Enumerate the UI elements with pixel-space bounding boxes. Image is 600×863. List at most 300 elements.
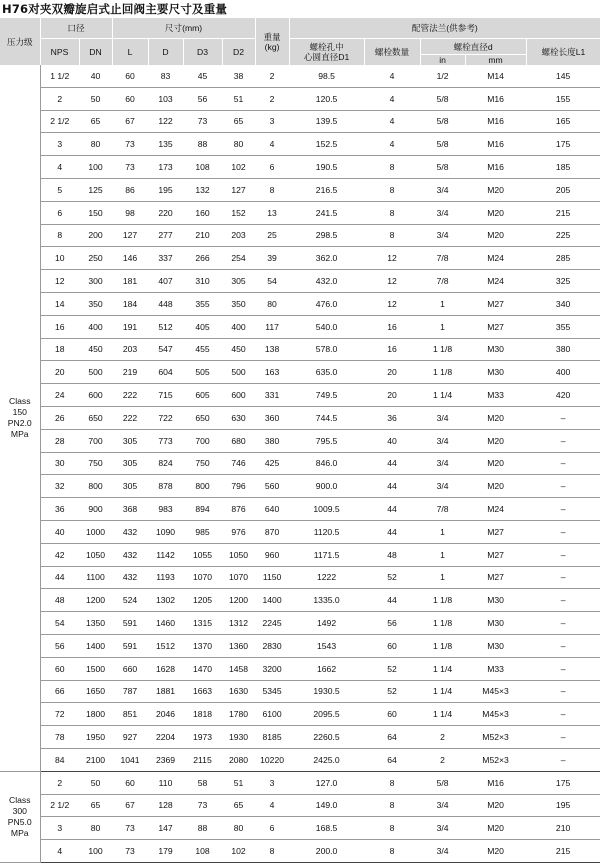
cell-bolt-in: 3/4 [420,475,465,498]
pressure-class-line: PN2.0 [7,417,32,428]
cell-d2: 876 [222,498,255,521]
cell-weight: 5345 [255,680,289,703]
cell-bolt-in: 3/4 [420,817,465,840]
cell-d: 1142 [148,543,183,566]
cell-nps: 32 [40,475,79,498]
cell-weight: 8185 [255,726,289,749]
cell-d2: 746 [222,452,255,475]
cell-bolt-len: – [526,520,600,543]
cell-bolt-len: 175 [526,771,600,794]
cell-bolt-len: 165 [526,110,600,133]
cell-d3: 650 [183,406,222,429]
cell-bolt-in: 7/8 [420,270,465,293]
cell-bolt-circle: 1930.5 [289,680,364,703]
table-row [0,292,600,315]
cell-d: 1302 [148,589,183,612]
cell-bolt-mm: M33 [465,657,526,680]
cell-bolt-qty: 40 [364,429,420,452]
cell-bolt-len: 355 [526,315,600,338]
cell-bolt-len: 420 [526,384,600,407]
cell-bolt-mm: M16 [465,110,526,133]
cell-l: 98 [112,201,148,224]
cell-d: 1628 [148,657,183,680]
cell-d3: 750 [183,452,222,475]
table-row [0,247,600,270]
bolt-circle-line-1: 螺栓孔中 [309,42,344,52]
cell-d3: 1470 [183,657,222,680]
cell-d: 604 [148,361,183,384]
cell-bolt-len: 205 [526,178,600,201]
cell-bolt-qty: 8 [364,794,420,817]
cell-d: 1460 [148,612,183,635]
cell-bolt-mm: M20 [465,224,526,247]
cell-bolt-circle: 2260.5 [289,726,364,749]
table-row [0,270,600,293]
cell-l: 219 [112,361,148,384]
cell-bolt-mm: M20 [465,201,526,224]
cell-d3: 1205 [183,589,222,612]
cell-bolt-in: 1 1/8 [420,589,465,612]
cell-bolt-len: 215 [526,201,600,224]
cell-d2: 80 [222,133,255,156]
cell-bolt-in: 1 [420,520,465,543]
cell-bolt-qty: 20 [364,384,420,407]
cell-nps: 1 1/2 [40,65,79,87]
cell-bolt-mm: M20 [465,429,526,452]
cell-l: 146 [112,247,148,270]
cell-nps: 42 [40,543,79,566]
cell-d2: 1630 [222,680,255,703]
table-row [0,65,600,87]
cell-bolt-len: – [526,634,600,657]
header-bore: 口径 [40,18,112,39]
cell-bolt-qty: 8 [364,771,420,794]
table-row [0,589,600,612]
cell-bolt-circle: 120.5 [289,87,364,110]
cell-bolt-mm: M30 [465,612,526,635]
cell-d: 2046 [148,703,183,726]
cell-bolt-in: 1 1/4 [420,680,465,703]
cell-dn: 1650 [79,680,112,703]
cell-d3: 108 [183,156,222,179]
cell-d2: 80 [222,817,255,840]
cell-l: 86 [112,178,148,201]
cell-d: 2369 [148,748,183,771]
cell-bolt-qty: 4 [364,133,420,156]
cell-dn: 1050 [79,543,112,566]
cell-bolt-circle: 1662 [289,657,364,680]
cell-bolt-mm: M24 [465,247,526,270]
cell-d2: 1050 [222,543,255,566]
cell-d2: 2080 [222,748,255,771]
cell-bolt-mm: M30 [465,589,526,612]
pressure-class-line: 300 [12,805,27,816]
header-d3: D3 [183,39,222,66]
cell-nps: 12 [40,270,79,293]
cell-d3: 56 [183,87,222,110]
cell-d3: 1055 [183,543,222,566]
cell-bolt-len: – [526,680,600,703]
cell-bolt-mm: M16 [465,133,526,156]
cell-bolt-circle: 1335.0 [289,589,364,612]
table-row [0,771,600,794]
cell-bolt-circle: 432.0 [289,270,364,293]
cell-d3: 73 [183,794,222,817]
cell-d: 337 [148,247,183,270]
cell-dn: 1000 [79,520,112,543]
cell-l: 222 [112,406,148,429]
cell-d2: 127 [222,178,255,201]
cell-bolt-len: 145 [526,65,600,87]
cell-d2: 1360 [222,634,255,657]
cell-nps: 36 [40,498,79,521]
cell-nps: 2 1/2 [40,110,79,133]
cell-bolt-circle: 1171.5 [289,543,364,566]
table-row [0,703,600,726]
cell-d2: 500 [222,361,255,384]
pressure-class-cell [0,65,40,771]
pressure-class-line: 150 [12,406,27,417]
cell-bolt-qty: 52 [364,680,420,703]
table-row [0,475,600,498]
cell-dn: 1100 [79,566,112,589]
cell-d: 103 [148,87,183,110]
cell-bolt-circle: 744.5 [289,406,364,429]
table-row [0,178,600,201]
header-bolt-qty: 螺栓数量 [364,39,420,66]
cell-bolt-mm: M14 [465,65,526,87]
cell-weight: 2 [255,65,289,87]
cell-bolt-in: 5/8 [420,110,465,133]
cell-bolt-qty: 44 [364,452,420,475]
page-title: H76对夹双瓣旋启式止回阀主要尺寸及重量 [2,2,228,16]
table-row [0,110,600,133]
table-row [0,133,600,156]
cell-l: 787 [112,680,148,703]
cell-d3: 210 [183,224,222,247]
cell-bolt-qty: 44 [364,589,420,612]
cell-d3: 132 [183,178,222,201]
cell-d2: 1070 [222,566,255,589]
cell-nps: 5 [40,178,79,201]
cell-bolt-mm: M16 [465,156,526,179]
cell-bolt-mm: M24 [465,270,526,293]
cell-d2: 203 [222,224,255,247]
pressure-class-line: MPa [10,428,29,439]
cell-bolt-qty: 4 [364,110,420,133]
cell-nps: 20 [40,361,79,384]
cell-weight: 13 [255,201,289,224]
cell-d: 220 [148,201,183,224]
cell-bolt-mm: M27 [465,520,526,543]
cell-weight: 960 [255,543,289,566]
cell-weight: 1150 [255,566,289,589]
cell-weight: 6 [255,817,289,840]
cell-bolt-mm: M16 [465,87,526,110]
cell-weight: 80 [255,292,289,315]
weight-line-2: (kg) [264,41,280,52]
cell-bolt-mm: M16 [465,771,526,794]
cell-bolt-in: 1 1/4 [420,657,465,680]
cell-bolt-in: 1/2 [420,65,465,87]
cell-bolt-qty: 48 [364,543,420,566]
cell-l: 73 [112,817,148,840]
cell-bolt-qty: 12 [364,247,420,270]
cell-d3: 455 [183,338,222,361]
cell-bolt-len: 325 [526,270,600,293]
cell-d3: 88 [183,817,222,840]
cell-l: 60 [112,65,148,87]
cell-weight: 1400 [255,589,289,612]
table-row [0,680,600,703]
cell-nps: 10 [40,247,79,270]
cell-weight: 6100 [255,703,289,726]
cell-bolt-len: – [526,498,600,521]
cell-dn: 700 [79,429,112,452]
cell-nps: 54 [40,612,79,635]
cell-weight: 640 [255,498,289,521]
cell-bolt-qty: 12 [364,270,420,293]
cell-dn: 500 [79,361,112,384]
cell-nps: 24 [40,384,79,407]
cell-dn: 400 [79,315,112,338]
cell-bolt-mm: M20 [465,406,526,429]
cell-bolt-mm: M30 [465,338,526,361]
cell-dn: 200 [79,224,112,247]
cell-nps: 2 [40,87,79,110]
cell-d3: 88 [183,133,222,156]
cell-bolt-len: – [526,726,600,749]
cell-d3: 1663 [183,680,222,703]
cell-d3: 605 [183,384,222,407]
table-row [0,794,600,817]
cell-l: 67 [112,794,148,817]
cell-bolt-circle: 846.0 [289,452,364,475]
header-bolt-len: 螺栓长度L1 [526,39,600,66]
cell-bolt-circle: 216.5 [289,178,364,201]
cell-bolt-len: – [526,703,600,726]
cell-d2: 152 [222,201,255,224]
cell-bolt-in: 5/8 [420,133,465,156]
cell-bolt-mm: M30 [465,361,526,384]
cell-bolt-circle: 200.0 [289,840,364,863]
cell-dn: 650 [79,406,112,429]
cell-bolt-in: 5/8 [420,87,465,110]
cell-bolt-mm: M24 [465,498,526,521]
cell-d: 983 [148,498,183,521]
cell-d: 722 [148,406,183,429]
cell-d3: 266 [183,247,222,270]
cell-weight: 560 [255,475,289,498]
cell-nps: 66 [40,680,79,703]
header-bolt-circle [289,39,364,66]
cell-d: 128 [148,794,183,817]
header-bolt-dia: 螺栓直径d [420,39,526,55]
cell-nps: 2 1/2 [40,794,79,817]
cell-d3: 800 [183,475,222,498]
cell-weight: 10220 [255,748,289,771]
cell-nps: 78 [40,726,79,749]
cell-bolt-len: – [526,475,600,498]
cell-d3: 1070 [183,566,222,589]
cell-bolt-qty: 44 [364,498,420,521]
cell-d2: 1312 [222,612,255,635]
cell-d3: 160 [183,201,222,224]
cell-d: 2204 [148,726,183,749]
cell-bolt-mm: M27 [465,315,526,338]
cell-l: 591 [112,634,148,657]
cell-d2: 1930 [222,726,255,749]
cell-bolt-in: 5/8 [420,771,465,794]
cell-bolt-mm: M52×3 [465,726,526,749]
cell-l: 60 [112,87,148,110]
cell-d: 195 [148,178,183,201]
table-row [0,726,600,749]
cell-weight: 8 [255,178,289,201]
cell-bolt-mm: M20 [465,475,526,498]
cell-bolt-circle: 362.0 [289,247,364,270]
cell-bolt-circle: 1543 [289,634,364,657]
cell-d3: 700 [183,429,222,452]
cell-weight: 3200 [255,657,289,680]
cell-dn: 125 [79,178,112,201]
cell-bolt-mm: M20 [465,840,526,863]
header-nps: NPS [40,39,79,66]
cell-dn: 900 [79,498,112,521]
cell-bolt-len: 210 [526,817,600,840]
cell-l: 305 [112,429,148,452]
cell-d: 715 [148,384,183,407]
table-row [0,498,600,521]
cell-dn: 100 [79,156,112,179]
cell-bolt-len: – [526,566,600,589]
bolt-circle-line-2: 心圆直径D1 [303,52,350,62]
cell-l: 927 [112,726,148,749]
cell-d3: 405 [183,315,222,338]
header-pressure: 压力级 [0,18,40,65]
cell-d2: 254 [222,247,255,270]
cell-bolt-in: 3/4 [420,224,465,247]
cell-bolt-mm: M27 [465,543,526,566]
cell-bolt-qty: 52 [364,657,420,680]
cell-bolt-len: – [526,657,600,680]
cell-l: 127 [112,224,148,247]
cell-l: 660 [112,657,148,680]
cell-weight: 380 [255,429,289,452]
cell-dn: 300 [79,270,112,293]
cell-nps: 2 [40,771,79,794]
table-row [0,224,600,247]
header-mm: mm [465,55,526,66]
cell-d3: 355 [183,292,222,315]
cell-d3: 894 [183,498,222,521]
cell-weight: 39 [255,247,289,270]
cell-bolt-len: 215 [526,840,600,863]
cell-l: 191 [112,315,148,338]
cell-bolt-circle: 127.0 [289,771,364,794]
cell-d3: 505 [183,361,222,384]
cell-nps: 84 [40,748,79,771]
cell-d: 547 [148,338,183,361]
cell-dn: 1950 [79,726,112,749]
cell-weight: 4 [255,794,289,817]
cell-bolt-len: 175 [526,133,600,156]
cell-l: 432 [112,543,148,566]
table-row [0,840,600,863]
cell-d3: 45 [183,65,222,87]
cell-l: 1041 [112,748,148,771]
cell-d3: 73 [183,110,222,133]
header-size: 尺寸(mm) [112,18,255,39]
cell-l: 60 [112,771,148,794]
cell-d: 122 [148,110,183,133]
cell-dn: 150 [79,201,112,224]
cell-dn: 2100 [79,748,112,771]
cell-bolt-len: 185 [526,156,600,179]
table-row [0,201,600,224]
cell-bolt-qty: 16 [364,315,420,338]
table-row [0,520,600,543]
cell-bolt-mm: M27 [465,292,526,315]
cell-d2: 600 [222,384,255,407]
table-row [0,156,600,179]
cell-bolt-in: 3/4 [420,452,465,475]
cell-d2: 65 [222,794,255,817]
cell-weight: 2 [255,87,289,110]
cell-d2: 102 [222,156,255,179]
cell-l: 67 [112,110,148,133]
table-header [0,18,600,65]
table-row [0,429,600,452]
cell-bolt-circle: 149.0 [289,794,364,817]
cell-bolt-mm: M52×3 [465,748,526,771]
cell-bolt-qty: 8 [364,178,420,201]
cell-bolt-circle: 476.0 [289,292,364,315]
cell-weight: 54 [255,270,289,293]
cell-d3: 108 [183,840,222,863]
cell-l: 203 [112,338,148,361]
cell-bolt-len: – [526,452,600,475]
cell-d: 1512 [148,634,183,657]
header-d2: D2 [222,39,255,66]
table-row [0,817,600,840]
cell-l: 73 [112,840,148,863]
header-d: D [148,39,183,66]
cell-bolt-qty: 8 [364,201,420,224]
cell-dn: 80 [79,817,112,840]
cell-nps: 4 [40,156,79,179]
cell-bolt-in: 3/4 [420,794,465,817]
cell-l: 181 [112,270,148,293]
cell-d2: 400 [222,315,255,338]
cell-dn: 1400 [79,634,112,657]
cell-l: 73 [112,156,148,179]
cell-bolt-in: 2 [420,726,465,749]
cell-dn: 750 [79,452,112,475]
pressure-class-cell [0,771,40,862]
cell-bolt-qty: 8 [364,224,420,247]
cell-bolt-circle: 190.5 [289,156,364,179]
pressure-class-line: Class [9,794,31,805]
cell-bolt-in: 1 [420,566,465,589]
cell-nps: 28 [40,429,79,452]
cell-bolt-mm: M33 [465,384,526,407]
cell-nps: 44 [40,566,79,589]
cell-bolt-len: – [526,543,600,566]
cell-d3: 1370 [183,634,222,657]
cell-bolt-circle: 1120.5 [289,520,364,543]
header-l: L [112,39,148,66]
